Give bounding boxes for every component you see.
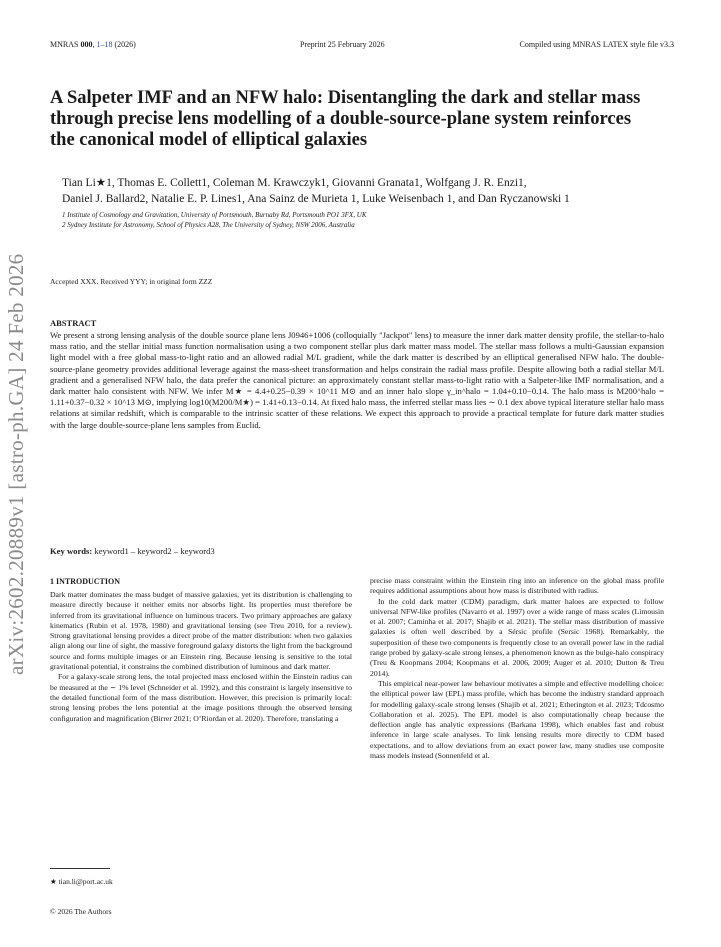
body-column-right: [370, 576, 664, 761]
authors-line-2: Daniel J. Ballard2, Natalie E. P. Lines1, Ana Sainz de Murieta 1, Luke Weisenbach 1, and Dan Ryczanowski 1: [62, 193, 570, 205]
paragraph: precise mass constraint within the Einstein ring into an inference on the global mass profile requires additional assumptions about how mass is distributed with radius.: [370, 576, 664, 596]
paragraph: Dark matter dominates the mass budget of massive galaxies, yet its distribution is challenging to measure directly because it neither emits nor absorbs light. Its properties must therefore be inferred from its gravitational influence on luminous tracers. Two primary approaches are galaxy kinematics (Rubin et al. 1978, 1980) and gravitational lensing (see Treu 2010, for a review). Strong gravitational lensing provides a direct probe of the matter distribution: when two galaxies align along our line of sight, the massive foreground galaxy distorts the light from the background source and forms multiple images or an Einstein ring. Because lensing is sensitive to the total gravitational potential, it constrains the combined distribution of luminous and dark matter.: [50, 590, 352, 672]
compiled-note: Compiled using MNRAS LATEX style file v3.3: [519, 40, 674, 49]
preprint-date: Preprint 25 February 2026: [300, 40, 385, 49]
section-heading-introduction: 1 INTRODUCTION: [50, 577, 121, 586]
keywords: [50, 546, 215, 556]
arxiv-side-stamp: arXiv:2602.20889v1 [astro-ph.GA] 24 Feb 2026: [4, 253, 28, 675]
author-list: [62, 175, 692, 207]
acceptance-note: Accepted XXX. Received YYY; in original form ZZZ: [50, 277, 213, 286]
journal-volume: 000: [80, 40, 93, 49]
affiliation-1: 1 Institute of Cosmology and Gravitation, University of Portsmouth, Burnaby Rd, Portsmouth PO1 3FX, UK: [62, 211, 367, 219]
copyright-notice: © 2026 The Authors: [50, 907, 112, 916]
authors-line-1: Tian Li★1, Thomas E. Collett1, Coleman M. Krawczyk1, Giovanni Granata1, Wolfgang J. R. Enzi1,: [62, 177, 527, 189]
keywords-list: keyword1 – keyword2 – keyword3: [94, 546, 215, 556]
page-range-link[interactable]: 1–18: [96, 40, 113, 49]
footnote-rule: [50, 868, 110, 869]
paragraph: In the cold dark matter (CDM) paradigm, dark matter haloes are expected to follow universal NFW-like profiles (Navarro et al. 1997) over a wide range of mass scales (Limousin et al. 2007; Caminha et al. 2017; Shajib et al. 2021). The stellar mass distribution of massive galaxies is often well described by a Sérsic profile (Sersic 1968). Remarkably, the superposition of these two components is frequently close to an overall power law in the radial range probed by galaxy-scale strong lenses, a phenomenon known as the bulge-halo conspiracy (Treu & Koopmans 2004; Koopmans et al. 2006, 2009; Auger et al. 2010; Dutton & Treu 2014).: [370, 596, 664, 678]
running-header-citation: MNRAS 000, 1–18 (2026): [50, 40, 136, 49]
journal-name: MNRAS: [50, 40, 79, 49]
paragraph: This empirical near-power law behaviour motivates a simple and effective modelling choice: the elliptical power law (EPL) mass profile, which has become the industry standard approach for modelling galaxy-scale strong lenses (Shajib et al. 2021; Etherington et al. 2023; Tdcosmo Collaboration et al. 2025). The EPL model is also computationally cheap because the deflection angle has analytic expressions (Barkana 1998), which enables fast and robust inference in large scale analyses. To link lensing results more directly to CDM based expectations, and to allow deviations from an exact power law, many studies use composite mass models instead (Sonnenfeld et al.: [370, 678, 664, 761]
paper-title: A Salpeter IMF and an NFW halo: Disentangling the dark and stellar mass through precise lens modelling of a double-source-plane system reinforces the canonical model of elliptical galaxies: [50, 88, 641, 150]
keywords-label: Key words:: [50, 546, 93, 556]
body-column-left: [50, 590, 352, 724]
journal-year: (2026): [114, 40, 136, 49]
paragraph: For a galaxy-scale strong lens, the total projected mass enclosed within the Einstein radius can be measured at the ∼ 1% level (Schneider et al. 1992), and this constraint is largely insensitive to the detailed functional form of the mass distribution. However, this precision is primarily local: strong lensing probes the lens potential at the image positions through the observed lensing configuration and magnification (Birrer 2021; O’Riordan et al. 2020). Therefore, translating a: [50, 672, 352, 723]
affiliations: [62, 211, 662, 230]
abstract-text: We present a strong lensing analysis of the double source plane lens J0946+1006 (colloquially "Jackpot" lens) to measure the inner dark matter density profile, the stellar-to-halo mass ratio, and the stellar initial mass function normalisation using a two component stellar plus dark matter mass model. The stellar mass follows a multi-Gaussian expansion light model with a free global mass-to-light ratio and an allowed radial M/L gradient, while the dark matter is described by an elliptical generalised NFW halo. The double-source-plane geometry provides additional leverage against the mass-sheet transformation and helps constrain the radial mass profile. Despite allowing both a radial stellar M/L gradient and a generalised NFW halo, the data prefer the canonical picture: an approximately constant stellar mass-to-light ratio with a Salpeter-like IMF normalisation, and a dark matter halo consistent with NFW. We infer M★ = 4.4+0.25−0.39 × 10^11 M⊙ and an inner halo slope γ_in^halo = 1.04+0.10−0.14. The halo mass is M200^halo = 1.11+0.37−0.32 × 10^13 M⊙, implying log10(M200/M★) = 1.41+0.13−0.14. At fixed halo mass, the inferred stellar mass lies ∼ 0.1 dex above typical literature stellar halo mass relations at similar redshift, which is comparable to the intrinsic scatter of these relations. We expect this approach to provide a practical template for future dark matter studies with the large double-source-plane lens samples from Euclid.: [50, 330, 664, 430]
corresponding-author-footnote: ★ tian.li@port.ac.uk: [50, 877, 113, 886]
abstract-heading: ABSTRACT: [50, 318, 97, 328]
affiliation-2: 2 Sydney Institute for Astronomy, School of Physics A28, The University of Sydney, NSW 2006, Australia: [62, 220, 355, 229]
